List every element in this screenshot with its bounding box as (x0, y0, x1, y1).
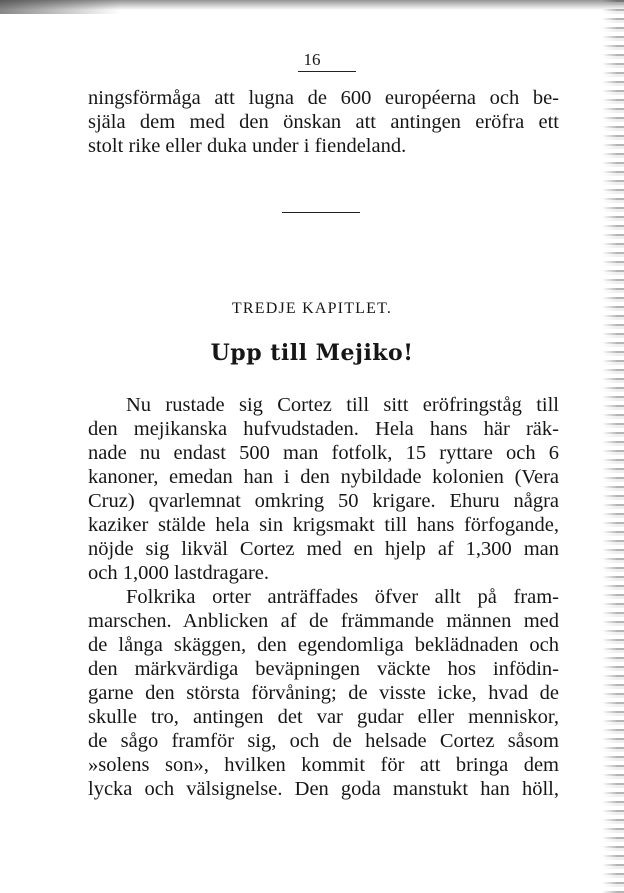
text-line: lycka och välsignelse. Den goda manstukt han höll, (88, 778, 559, 800)
text-line: den mejikanska hufvudstaden. Hela hans här räk- (88, 418, 559, 440)
text-line: den märkvärdiga beväpningen väckte hos infödin- (88, 658, 559, 680)
text-line: Folkrika orter anträffades öfver allt på fram- (126, 586, 559, 608)
text-line: Cruz) qvarlemnat omkring 50 krigare. Ehuru några (88, 490, 559, 512)
text-line: ningsförmåga att lugna de 600 européerna och be- (88, 87, 559, 109)
text-line: nade nu endast 500 man fotfolk, 15 ryttare och 6 (88, 442, 559, 464)
page-number-rule (298, 71, 356, 72)
text-line: själa dem med den önskan att antingen eröfra ett (88, 111, 559, 133)
scan-edge-right (602, 0, 624, 893)
text-line: marschen. Anblicken af de främmande männen med (88, 610, 559, 632)
text-line: garne den största förvåning; de visste icke, hvad de (88, 682, 559, 704)
text-line: de sågo framför sig, och de helsade Cortez såsom (88, 730, 559, 752)
page-number: 16 (303, 50, 321, 69)
text-line: skulle tro, antingen det var gudar eller menniskor, (88, 706, 559, 728)
section-divider (282, 212, 360, 213)
text-line: kanoner, emedan han i den nybildade kolonien (Vera (88, 466, 559, 488)
text-line: nöjde sig likväl Cortez med en hjelp af 1,300 man (88, 538, 559, 560)
text-line: de långa skäggen, den egendomliga beklädnaden och (88, 634, 559, 656)
text-line: »solens son», hvilken kommit för att bringa dem (88, 754, 559, 776)
text-line: kaziker stälde hela sin krigsmakt till hans förfogande, (88, 514, 559, 536)
text-line: stolt rike eller duka under i fiendeland. (88, 135, 407, 157)
text-line: och 1,000 lastdragare. (88, 562, 270, 584)
chapter-label: TREDJE KAPITLET. (231, 300, 393, 317)
scan-edge-corner (0, 0, 120, 14)
chapter-title: Upp till Mejiko! (210, 340, 414, 366)
text-line: Nu rustade sig Cortez till sitt eröfringståg till (126, 394, 559, 416)
